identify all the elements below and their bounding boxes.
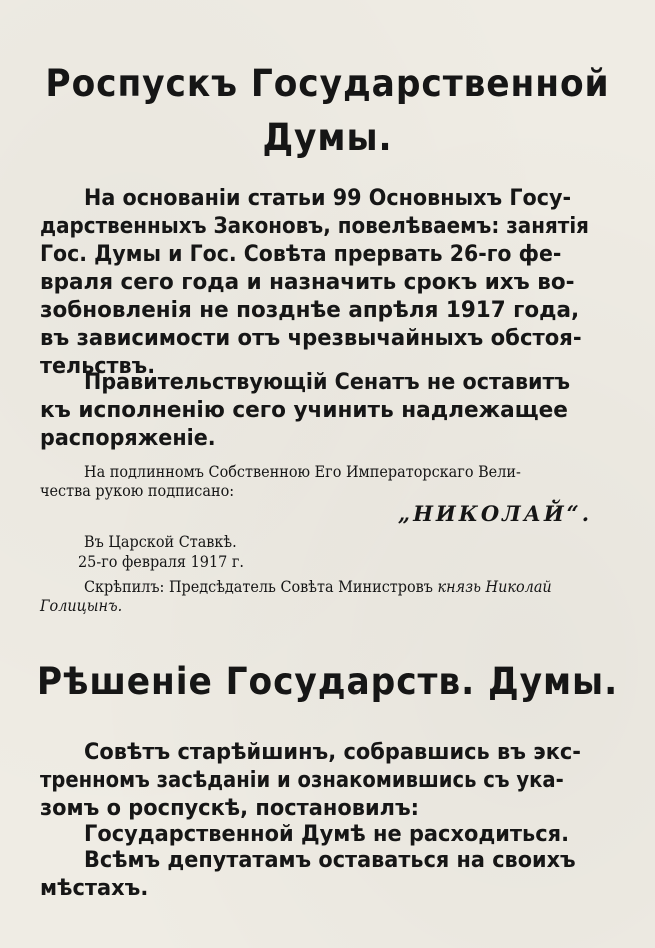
resolution-paragraph3-line: мѣстахъ.: [40, 875, 149, 901]
decree-paragraph2-line: Правительствующій Сенатъ не оставитъ: [84, 369, 571, 395]
resolution-paragraph1-line: зомъ о роспускѣ, постановилъ:: [40, 795, 420, 821]
decree-paragraph1-line: зобновленія не позднѣе апрѣля 1917 года,: [40, 297, 580, 323]
decree-paragraph1-line: На основаніи статьи 99 Основныхъ Госу-: [84, 185, 572, 211]
decree-paragraph2-line: распоряженіе.: [40, 425, 216, 451]
decree-paragraph1-line: въ зависимости отъ чрезвычайныхъ обстоя-: [40, 325, 582, 351]
resolution-paragraph2-line: Государственной Думѣ не расходиться.: [84, 821, 570, 847]
countersignature-surname: Голицынъ.: [40, 597, 123, 615]
original-note-line: На подлинномъ Собственною Его Императорскаго Вели-: [84, 463, 521, 481]
decree-date: 25-го февраля 1917 г.: [78, 553, 245, 571]
countersignature-name: князь Николай: [437, 578, 552, 596]
decree-title: Роспускъ Государственной: [45, 62, 610, 105]
resolution-paragraph3-line: Всѣмъ депутатамъ оставаться на своихъ: [84, 847, 576, 873]
original-note-line: чества рукою подписано:: [40, 482, 235, 500]
resolution-paragraph1-line: тренномъ засѣданіи и ознакомившись съ ука-: [40, 767, 564, 793]
decree-paragraph1-line: тельствъ.: [40, 353, 156, 379]
decree-paragraph1-line: дарственныхъ Законовъ, повелѣваемъ: занятія: [40, 213, 589, 239]
imperial-signature: „НИКОЛАЙ“.: [398, 501, 593, 526]
countersignature-line: [84, 577, 552, 597]
decree-paragraph2-line: къ исполненію сего учинить надлежащее: [40, 397, 568, 423]
resolution-paragraph1-line: Совѣтъ старѣйшинъ, собравшись въ экс-: [84, 739, 581, 765]
countersignature-office: Скрѣпилъ: Предсѣдатель Совѣта Министровъ: [84, 578, 438, 596]
decree-place: Въ Царской Ставкѣ.: [84, 533, 237, 551]
decree-paragraph1-line: враля сего года и назначить срокъ ихъ во-: [40, 269, 575, 295]
resolution-title: Рѣшеніе Государств. Думы.: [36, 660, 619, 703]
decree-title-continued: Думы.: [262, 116, 393, 159]
decree-paragraph1-line: Гос. Думы и Гос. Совѣта прервать 26-го фе-: [40, 241, 562, 267]
